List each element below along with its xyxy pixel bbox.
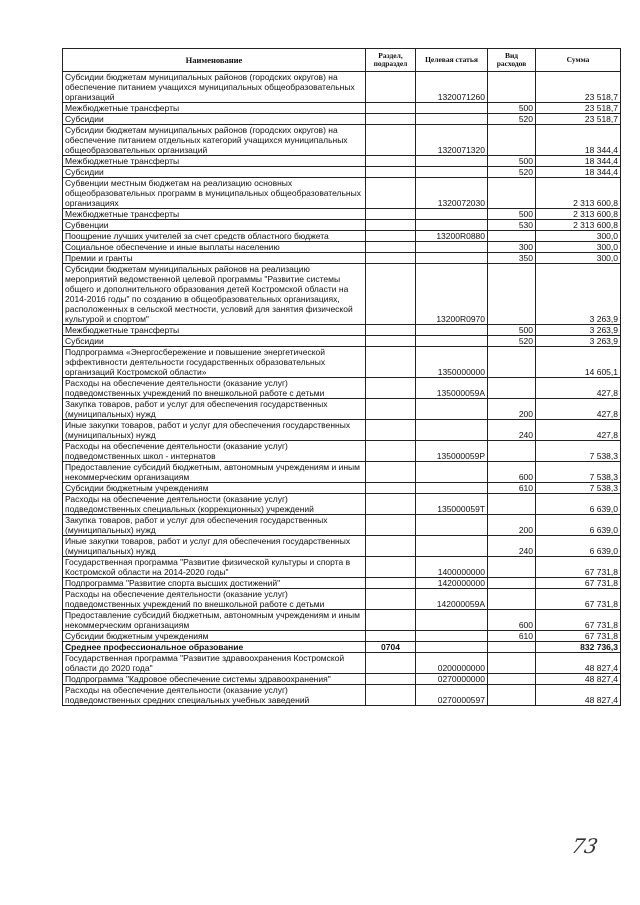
cell-section [366, 231, 416, 242]
cell-kind [488, 264, 536, 325]
cell-target [416, 536, 488, 557]
cell-section [366, 103, 416, 114]
cell-sum: 18 344,4 [536, 156, 621, 167]
cell-section [366, 674, 416, 685]
cell-name: Межбюджетные трансферты [63, 209, 366, 220]
table-row [63, 72, 621, 103]
cell-name: Субвенции [63, 220, 366, 231]
table-row [63, 536, 621, 557]
table-row [63, 114, 621, 125]
header-sum: Сумма [536, 49, 621, 72]
cell-kind: 300 [488, 242, 536, 253]
cell-sum: 300,0 [536, 242, 621, 253]
cell-kind: 500 [488, 103, 536, 114]
cell-kind: 610 [488, 631, 536, 642]
header-target: Целевая статья [416, 49, 488, 72]
cell-name: Субсидии [63, 114, 366, 125]
cell-section: 0704 [366, 642, 416, 653]
cell-sum: 3 263,9 [536, 336, 621, 347]
cell-kind [488, 178, 536, 209]
cell-section [366, 336, 416, 347]
cell-name: Предоставление субсидий бюджетным, автономным учреждениям и иным некоммерческим организациям [63, 610, 366, 631]
budget-table [62, 48, 621, 706]
table-header-row [63, 49, 621, 72]
cell-target [416, 103, 488, 114]
cell-kind [488, 441, 536, 462]
cell-sum: 2 313 600,8 [536, 220, 621, 231]
cell-name: Закупка товаров, работ и услуг для обеспечения государственных (муниципальных) нужд [63, 515, 366, 536]
cell-sum: 23 518,7 [536, 72, 621, 103]
cell-sum: 2 313 600,8 [536, 178, 621, 209]
cell-target [416, 220, 488, 231]
cell-section [366, 242, 416, 253]
cell-kind [488, 685, 536, 706]
cell-target [416, 515, 488, 536]
cell-sum: 23 518,7 [536, 103, 621, 114]
cell-kind [488, 347, 536, 378]
cell-section [366, 167, 416, 178]
cell-sum: 300,0 [536, 253, 621, 264]
cell-sum: 3 263,9 [536, 264, 621, 325]
cell-kind [488, 589, 536, 610]
table-row [63, 642, 621, 653]
cell-name: Подпрограмма «Энергосбережение и повышение энергетической эффективности деятельности государственных образовательных организаций Костромской области» [63, 347, 366, 378]
cell-sum: 67 731,8 [536, 631, 621, 642]
cell-sum: 427,8 [536, 420, 621, 441]
cell-section [366, 253, 416, 264]
cell-kind: 500 [488, 325, 536, 336]
cell-kind [488, 72, 536, 103]
cell-section [366, 494, 416, 515]
cell-section [366, 578, 416, 589]
cell-kind [488, 125, 536, 156]
cell-target [416, 242, 488, 253]
cell-sum: 67 731,8 [536, 578, 621, 589]
cell-sum: 6 639,0 [536, 515, 621, 536]
table-row [63, 441, 621, 462]
cell-target: 1420000000 [416, 578, 488, 589]
cell-target: 1320072030 [416, 178, 488, 209]
cell-name: Закупка товаров, работ и услуг для обеспечения государственных (муниципальных) нужд [63, 399, 366, 420]
header-kind: Вид расходов [488, 49, 536, 72]
cell-target [416, 399, 488, 420]
cell-name: Субсидии бюджетным учреждениям [63, 483, 366, 494]
cell-section [366, 72, 416, 103]
cell-kind: 240 [488, 536, 536, 557]
table-row [63, 156, 621, 167]
cell-sum: 67 731,8 [536, 557, 621, 578]
cell-target: 1400000000 [416, 557, 488, 578]
cell-kind: 520 [488, 114, 536, 125]
cell-section [366, 156, 416, 167]
cell-name: Иные закупки товаров, работ и услуг для обеспечения государственных (муниципальных) нужд [63, 420, 366, 441]
table-row [63, 557, 621, 578]
cell-section [366, 589, 416, 610]
cell-section [366, 220, 416, 231]
cell-name: Субсидии [63, 167, 366, 178]
cell-name: Субсидии бюджетным учреждениям [63, 631, 366, 642]
table-row [63, 515, 621, 536]
cell-kind [488, 231, 536, 242]
table-row [63, 589, 621, 610]
cell-section [366, 557, 416, 578]
cell-name: Предоставление субсидий бюджетным, автономным учреждениям и иным некоммерческим организациям [63, 462, 366, 483]
cell-kind: 610 [488, 483, 536, 494]
table-row [63, 420, 621, 441]
cell-kind [488, 578, 536, 589]
cell-sum: 7 538,3 [536, 441, 621, 462]
cell-sum: 832 736,3 [536, 642, 621, 653]
cell-kind [488, 642, 536, 653]
cell-target: 142000059А [416, 589, 488, 610]
cell-target: 13200R0880 [416, 231, 488, 242]
cell-section [366, 631, 416, 642]
table-row [63, 231, 621, 242]
table-row [63, 462, 621, 483]
page-number: 73 [569, 834, 601, 858]
cell-kind [488, 494, 536, 515]
cell-sum: 18 344,4 [536, 167, 621, 178]
cell-kind [488, 674, 536, 685]
cell-kind [488, 653, 536, 674]
cell-name: Подпрограмма "Кадровое обеспечение системы здравоохранения" [63, 674, 366, 685]
table-row [63, 220, 621, 231]
table-row [63, 685, 621, 706]
cell-sum: 427,8 [536, 378, 621, 399]
cell-sum: 3 263,9 [536, 325, 621, 336]
cell-kind: 350 [488, 253, 536, 264]
cell-target: 0270000597 [416, 685, 488, 706]
cell-section [366, 653, 416, 674]
table-row [63, 253, 621, 264]
cell-target: 0270000000 [416, 674, 488, 685]
cell-kind: 520 [488, 336, 536, 347]
cell-name: Расходы на обеспечение деятельности (оказание услуг) подведомственных школ - интернатов [63, 441, 366, 462]
table-row [63, 610, 621, 631]
cell-section [366, 209, 416, 220]
cell-kind: 200 [488, 399, 536, 420]
cell-name: Расходы на обеспечение деятельности (оказание услуг) подведомственных специальных (коррекционных) учреждений [63, 494, 366, 515]
cell-sum: 18 344,4 [536, 125, 621, 156]
cell-name: Социальное обеспечение и иные выплаты населению [63, 242, 366, 253]
cell-sum: 427,8 [536, 399, 621, 420]
table-row [63, 494, 621, 515]
cell-name: Субсидии [63, 336, 366, 347]
cell-section [366, 515, 416, 536]
cell-name: Премии и гранты [63, 253, 366, 264]
table-row [63, 242, 621, 253]
cell-kind: 200 [488, 515, 536, 536]
cell-section [366, 378, 416, 399]
cell-target: 1320071260 [416, 72, 488, 103]
cell-target [416, 462, 488, 483]
table-row [63, 378, 621, 399]
cell-section [366, 536, 416, 557]
cell-target [416, 483, 488, 494]
table-row [63, 631, 621, 642]
cell-name: Межбюджетные трансферты [63, 325, 366, 336]
header-section: Раздел, подраздел [366, 49, 416, 72]
table-row [63, 347, 621, 378]
cell-name: Государственная программа "Развитие физической культуры и спорта в Костромской области на 2014-2020 годы" [63, 557, 366, 578]
cell-section [366, 114, 416, 125]
cell-section [366, 441, 416, 462]
cell-target [416, 336, 488, 347]
cell-kind: 500 [488, 156, 536, 167]
table-row [63, 103, 621, 114]
cell-section [366, 685, 416, 706]
cell-sum: 67 731,8 [536, 610, 621, 631]
cell-sum: 6 639,0 [536, 536, 621, 557]
table-row [63, 178, 621, 209]
cell-section [366, 325, 416, 336]
cell-target: 1350000000 [416, 347, 488, 378]
cell-kind: 520 [488, 167, 536, 178]
cell-target: 0200000000 [416, 653, 488, 674]
cell-sum: 2 313 600,8 [536, 209, 621, 220]
cell-kind [488, 378, 536, 399]
cell-target [416, 167, 488, 178]
cell-target [416, 631, 488, 642]
cell-kind: 530 [488, 220, 536, 231]
cell-target: 135000059Р [416, 441, 488, 462]
cell-kind [488, 557, 536, 578]
cell-section [366, 483, 416, 494]
cell-sum: 67 731,8 [536, 589, 621, 610]
cell-target [416, 209, 488, 220]
cell-sum: 300,0 [536, 231, 621, 242]
cell-target: 135000059А [416, 378, 488, 399]
cell-section [366, 462, 416, 483]
cell-name: Подпрограмма "Развитие спорта высших достижений" [63, 578, 366, 589]
cell-name: Расходы на обеспечение деятельности (оказание услуг) подведомственных учреждений по внешкольной работе с детьми [63, 378, 366, 399]
table-row [63, 578, 621, 589]
cell-name: Субсидии бюджетам муниципальных районов на реализацию мероприятий ведомственной целевой программы "Развитие системы общего и дополнительного образования детей Костромской области на 2014-2016 годы" по созданию в общеобразовательных организациях, расположенных в сельской местности, условий для занятия физической культурой и спортом" [63, 264, 366, 325]
cell-target: 13200R0970 [416, 264, 488, 325]
cell-name: Иные закупки товаров, работ и услуг для обеспечения государственных (муниципальных) нужд [63, 536, 366, 557]
table-row [63, 325, 621, 336]
table-row [63, 125, 621, 156]
cell-name: Государственная программа "Развитие здравоохранения Костромской области до 2020 года" [63, 653, 366, 674]
cell-section [366, 178, 416, 209]
cell-name: Субсидии бюджетам муниципальных районов (городских округов) на обеспечение питанием учащихся муниципальных общеобразовательных организаций [63, 72, 366, 103]
table-row [63, 483, 621, 494]
cell-name: Субсидии бюджетам муниципальных районов (городских округов) на обеспечение питанием отдельных категорий учащихся муниципальных общеобразовательных организаций [63, 125, 366, 156]
cell-name: Субвенции местным бюджетам на реализацию основных общеобразовательных программ в муниципальных общеобразовательных организациях [63, 178, 366, 209]
cell-sum: 6 639,0 [536, 494, 621, 515]
cell-name: Среднее профессиональное образование [63, 642, 366, 653]
cell-kind: 600 [488, 610, 536, 631]
table-row [63, 209, 621, 220]
cell-section [366, 420, 416, 441]
cell-target: 1320071320 [416, 125, 488, 156]
cell-name: Расходы на обеспечение деятельности (оказание услуг) подведомственных учреждений по внешкольной работе с детьми [63, 589, 366, 610]
cell-target [416, 610, 488, 631]
cell-sum: 48 827,4 [536, 685, 621, 706]
cell-sum: 7 538,3 [536, 462, 621, 483]
cell-sum: 48 827,4 [536, 674, 621, 685]
cell-target: 135000059Т [416, 494, 488, 515]
cell-sum: 48 827,4 [536, 653, 621, 674]
table-row [63, 264, 621, 325]
cell-kind: 240 [488, 420, 536, 441]
table-row [63, 336, 621, 347]
cell-sum: 23 518,7 [536, 114, 621, 125]
cell-target [416, 642, 488, 653]
header-name: Наименование [63, 49, 366, 72]
cell-name: Расходы на обеспечение деятельности (оказание услуг) подведомственных средних специальных учебных заведений [63, 685, 366, 706]
cell-kind: 600 [488, 462, 536, 483]
cell-section [366, 610, 416, 631]
cell-section [366, 264, 416, 325]
cell-name: Межбюджетные трансферты [63, 103, 366, 114]
cell-kind: 500 [488, 209, 536, 220]
cell-target [416, 325, 488, 336]
cell-sum: 14 605,1 [536, 347, 621, 378]
cell-sum: 7 538,3 [536, 483, 621, 494]
cell-target [416, 156, 488, 167]
cell-section [366, 347, 416, 378]
table-row [63, 167, 621, 178]
cell-target [416, 253, 488, 264]
cell-name: Межбюджетные трансферты [63, 156, 366, 167]
table-row [63, 399, 621, 420]
cell-name: Поощрение лучших учителей за счет средств областного бюджета [63, 231, 366, 242]
table-row [63, 653, 621, 674]
table-row [63, 674, 621, 685]
cell-section [366, 399, 416, 420]
cell-section [366, 125, 416, 156]
cell-target [416, 420, 488, 441]
cell-target [416, 114, 488, 125]
